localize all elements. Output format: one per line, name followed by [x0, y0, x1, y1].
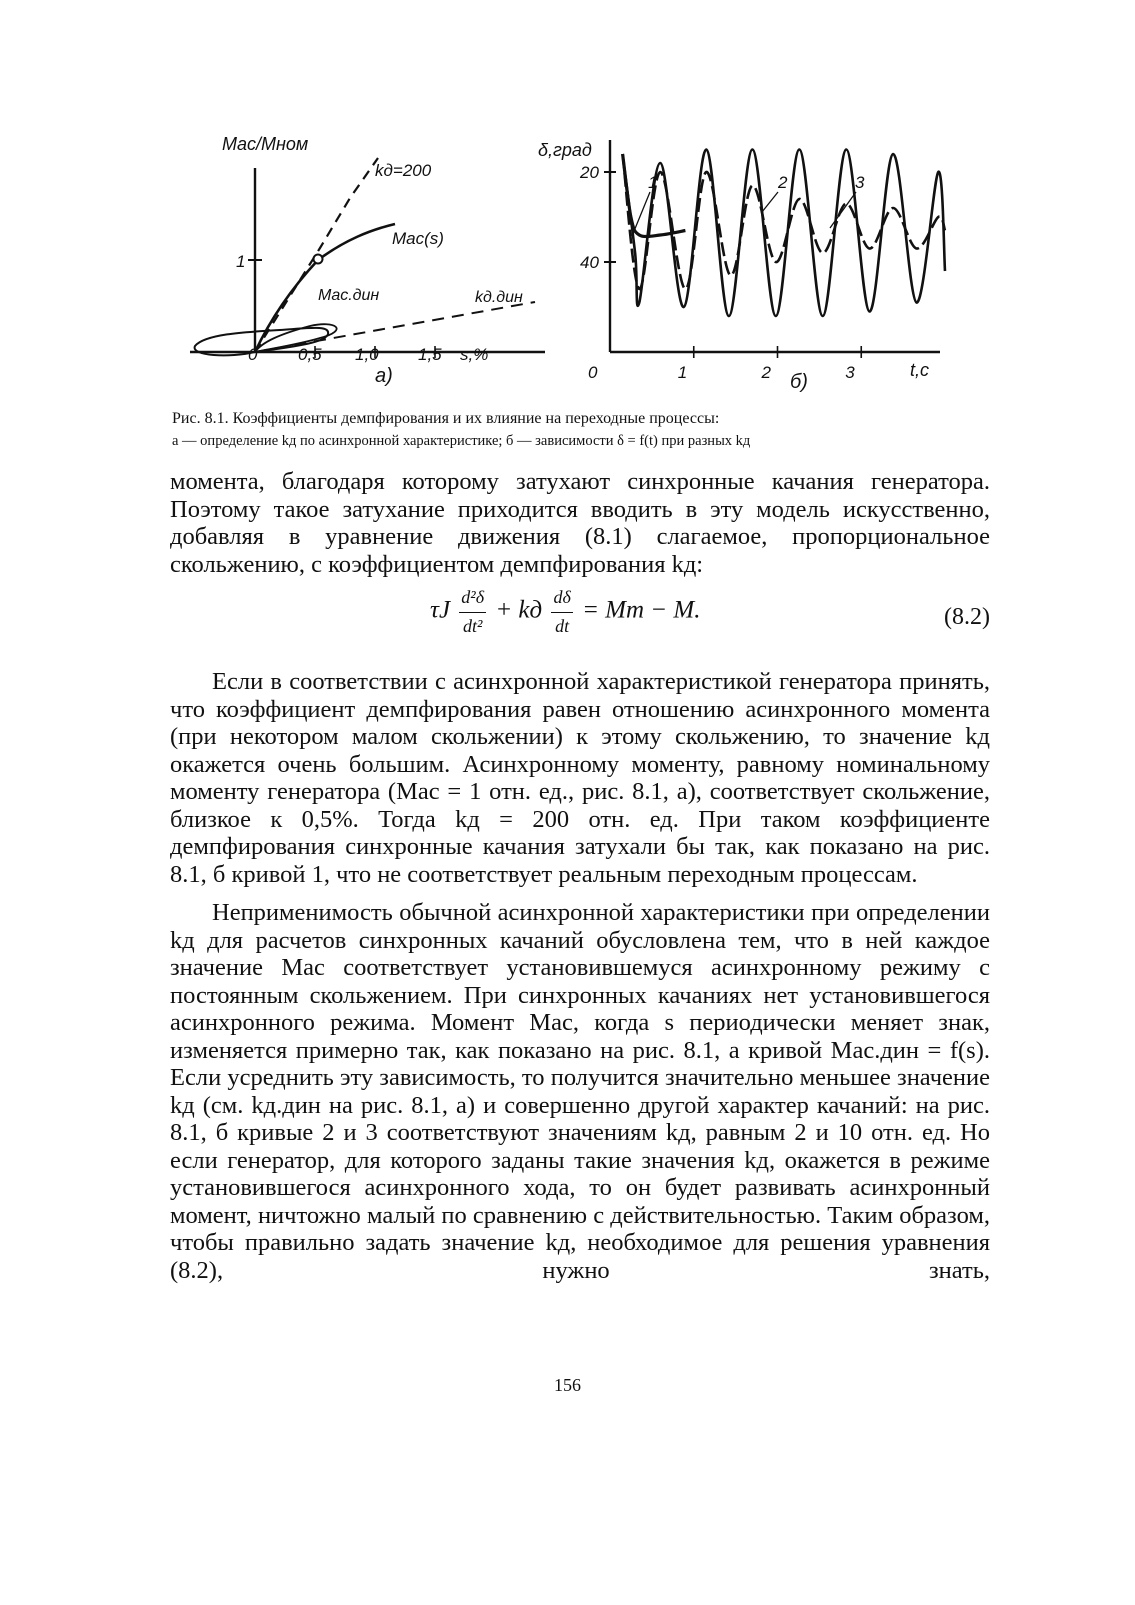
fraction-1-den: dt²	[462, 615, 483, 636]
panel-b-xtick-label: 3	[845, 363, 855, 382]
panel-b-ytick-label: 40	[580, 253, 599, 272]
caption-line-2: а — определение kд по асинхронной характеристике; б — зависимости δ = f(t) при разных kд	[172, 433, 751, 449]
fraction-1	[459, 584, 486, 640]
panel-a-tag: а)	[375, 365, 393, 387]
panel-a-xtick: 0,5	[298, 345, 322, 364]
panel-b-xtick-label: 0	[588, 363, 598, 382]
equation-tau: τJ	[430, 596, 451, 624]
fraction-2	[551, 584, 572, 640]
equation-formula	[430, 584, 701, 640]
panel-b-xlabel: t,с	[910, 360, 930, 380]
fraction-1-num: d²δ	[459, 584, 486, 613]
curve-label-2: 2	[778, 173, 788, 192]
fraction-2-num: dδ	[551, 584, 572, 613]
equation-plus: + kд	[495, 596, 543, 624]
label-mac-s: Mас(s)	[392, 229, 444, 248]
panel-b	[538, 140, 945, 393]
curve-label-1: 1	[648, 173, 658, 192]
paragraph-1: момента, благодаря которому затухают синхронные качания генератора. Поэтому такое затухание приходится вводить в эту модель искусственно, добавляя в уравнение движения (8.1) слагаемое, пропорциональное скольжению, с коэффициентом демпфирования kд:	[170, 468, 990, 578]
kd-din-line	[255, 302, 535, 352]
label-kd-200: kд=200	[375, 161, 432, 180]
label-kd-din: kд.дин	[475, 289, 523, 306]
equation-rhs: = Mт − M.	[582, 596, 701, 624]
panel-b-xtick-label: 1	[677, 363, 688, 382]
paragraph-3: Неприменимость обычной асинхронной характеристики при определении kд для расчетов синхронных качаний обусловлена тем, что в ней каждое значение Mас соответствует установившемуся асинхронному режиму с постоянным скольжением. При синхронных качаниях нет установившегося асинхронного режима. Момент Mас, когда s периодически меняет знак, изменяется примерно так, как показано на рис. 8.1, а кривой Mас.дин = f(s). Если усреднить эту зависимость, то получится значительно меньшее значение kд (см. kд.дин на рис. 8.1, а) и совершенно другой характер качаний: на рис. 8.1, б кривые 2 и 3 соответствуют значениям kд, равным 2 и 10 отн. ед. Но если генератор, для которого заданы такие значения kд, окажется в режиме установившегося асинхронного хода, то он будет развивать асинхронный момент, ничтожно малый по сравнению с действительностью. Таким образом, чтобы правильно задать значение kд, необходимое для решения уравнения (8.2), нужно знать,	[170, 899, 990, 1284]
panel-b-ylabel: δ,град	[538, 140, 592, 160]
panel-a-xtick: 0	[248, 345, 258, 364]
curve-label-3: 3	[855, 173, 865, 192]
curve-label-2-leader	[762, 192, 778, 212]
fraction-2-den: dt	[555, 615, 570, 636]
panel-b-xtick-label: 2	[761, 363, 771, 382]
panel-a-xtick: 1,0	[355, 345, 379, 364]
panel-a-ylabel: Mас/Mном	[222, 134, 309, 154]
panel-a-xtick: s,%	[460, 345, 489, 364]
panel-a	[190, 134, 545, 387]
label-mac-din: Mас.дин	[318, 287, 380, 304]
equation-8-2	[170, 582, 990, 660]
figure-caption	[172, 408, 992, 452]
figure-8-1	[150, 120, 990, 420]
body-text	[170, 468, 990, 1284]
panel-a-ytick: 1	[236, 252, 246, 271]
panel-a-xtick: 1,5	[418, 345, 442, 364]
caption-line-1: Рис. 8.1. Коэффициенты демпфирования и их влияние на переходные процессы:	[172, 410, 720, 427]
paragraph-2: Если в соответствии с асинхронной характеристикой генератора принять, что коэффициент демпфирования равен отношению асинхронного момента (при некотором малом скольжении) к этому скольжению, то значение kд окажется очень большим. Асинхронному моменту, равному номинальному моменту генератора (Mас = 1 отн. ед., рис. 8.1, а), соответствует скольжение, близкое к 0,5%. Тогда kд = 200 отн. ед. При таком коэффициенте демпфирования синхронные качания затухали бы так, как показано на рис. 8.1, б кривой 1, что не соответствует реальным переходным процессам.	[170, 668, 990, 888]
equation-number: (8.2)	[944, 604, 990, 630]
intersection-marker	[314, 255, 323, 264]
page-number: 156	[554, 1375, 581, 1395]
panel-b-tag: б)	[790, 371, 808, 393]
panel-b-ytick-label: 20	[580, 163, 599, 182]
